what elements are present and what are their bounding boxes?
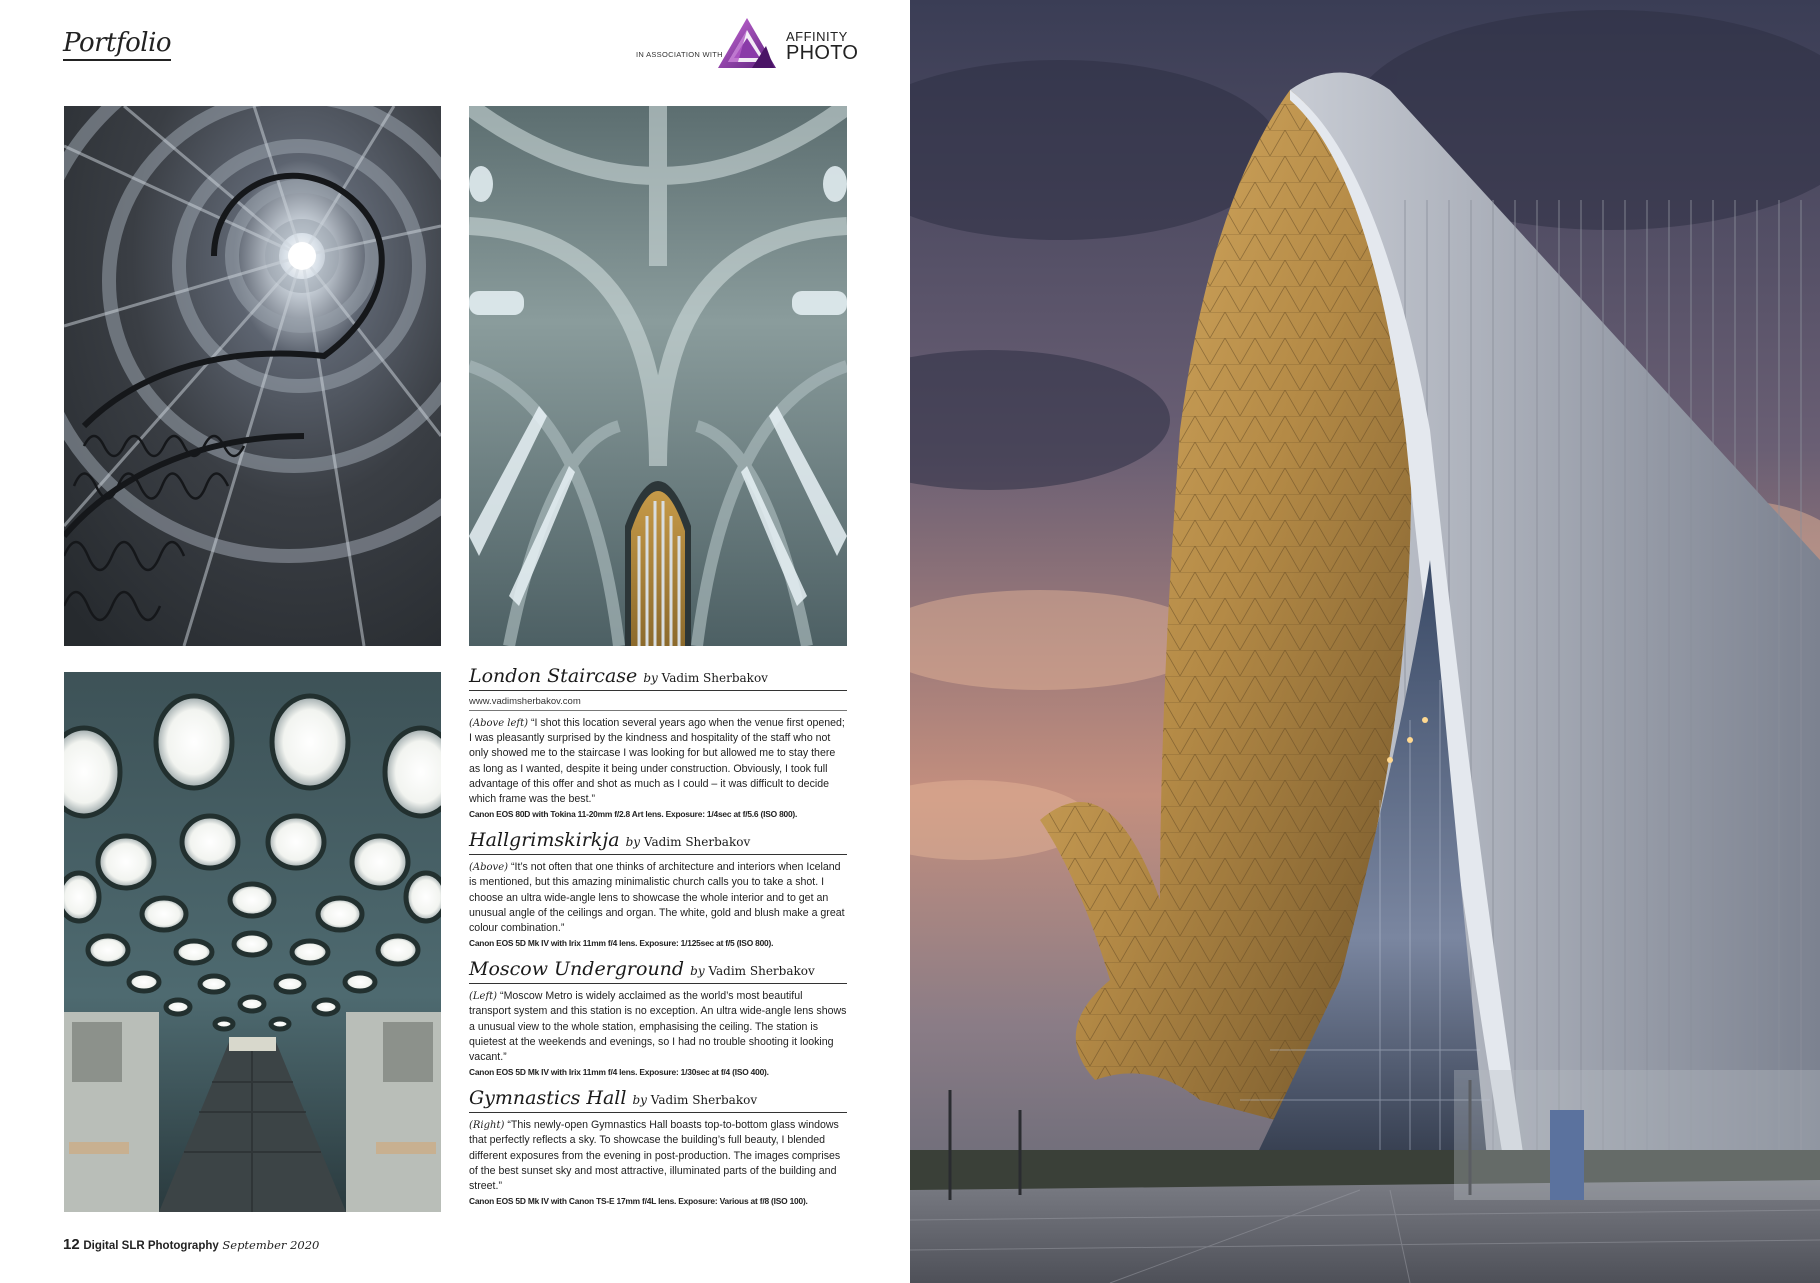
photographer-website-link[interactable]: www.vadimsherbakov.com [469, 696, 847, 711]
caption-body: (Above left) “I shot this location several years ago when the venue first opened; I was pleasantly surprised by the kindness and hospitality of the staff who not only showed me to the staircase I was looking for but allowed me to stay there as long as I wanted, despite it being under construction. Obviously, I took full advantage of this offer and shot as much as I could – it was difficult to decide which frame was the best.” [469, 717, 845, 806]
photo-gymnastics-hall [910, 0, 1820, 1283]
page-number: 12 [63, 1236, 80, 1253]
photo-hallgrimskirkja [469, 106, 847, 646]
caption-title: Gymnastics Hall by Vadim Sherbakov [469, 1087, 847, 1113]
page-footer [63, 1236, 319, 1253]
issue-date: September 2020 [222, 1238, 320, 1252]
caption-body: (Right) “This newly-open Gymnastics Hall boasts top-to-bottom glass windows that perfectly reflects a sky. To showcase the building’s full beauty, I blended different exposures from the evening in post-production. The images comprises of the best sunset sky and most attractive, illuminated parts of the building and street.” [469, 1119, 841, 1193]
magazine-name: Digital SLR Photography [83, 1240, 219, 1252]
caption-body: (Above) “It’s not often that one thinks of architecture and interiors when Iceland is mentioned, but this amazing minimalistic church calls you to take a shot. I choose an ultra wide-angle lens to showcase the whole interior and to get an unusual angle of the ceilings and organ. The white, gold and blush make a great colour combination.” [469, 861, 845, 935]
caption-tech-specs: Canon EOS 5D Mk IV with Canon TS-E 17mm f/4L lens. Exposure: Various at f/8 (ISO 100). [469, 1196, 808, 1207]
sponsor-block [636, 16, 859, 78]
captions-column [469, 665, 847, 1216]
caption-tech-specs: Canon EOS 5D Mk IV with Irix 11mm f/4 lens. Exposure: 1/30sec at f/4 (ISO 400). [469, 1067, 769, 1078]
photo-moscow-underground [64, 672, 441, 1212]
caption-title: Hallgrimskirkja by Vadim Sherbakov [469, 829, 847, 855]
section-title: Portfolio [63, 28, 172, 58]
caption-title: London Staircase by Vadim Sherbakov [469, 665, 847, 691]
affinity-photo-logo-icon [716, 16, 778, 74]
caption-tech-specs: Canon EOS 80D with Tokina 11-20mm f/2.8 Art lens. Exposure: 1/4sec at f/5.6 (ISO 800). [469, 809, 798, 820]
sponsor-intro: IN ASSOCIATION WITH [636, 50, 723, 59]
caption-title: Moscow Underground by Vadim Sherbakov [469, 958, 847, 984]
caption-tech-specs: Canon EOS 5D Mk IV with Irix 11mm f/4 lens. Exposure: 1/125sec at f/5 (ISO 800). [469, 938, 774, 949]
sponsor-name: AFFINITY PHOTO [786, 29, 859, 64]
photo-london-staircase [64, 106, 441, 646]
caption-body: (Left) “Moscow Metro is widely acclaimed as the world’s most beautiful transport system and this station is no exception. An ultra wide-angle lens shows a unusual view to the whole station, emphasising the ceiling. The station is quietest at the weekends and evenings, so I had no trouble shooting it looking vacant.” [469, 990, 847, 1064]
